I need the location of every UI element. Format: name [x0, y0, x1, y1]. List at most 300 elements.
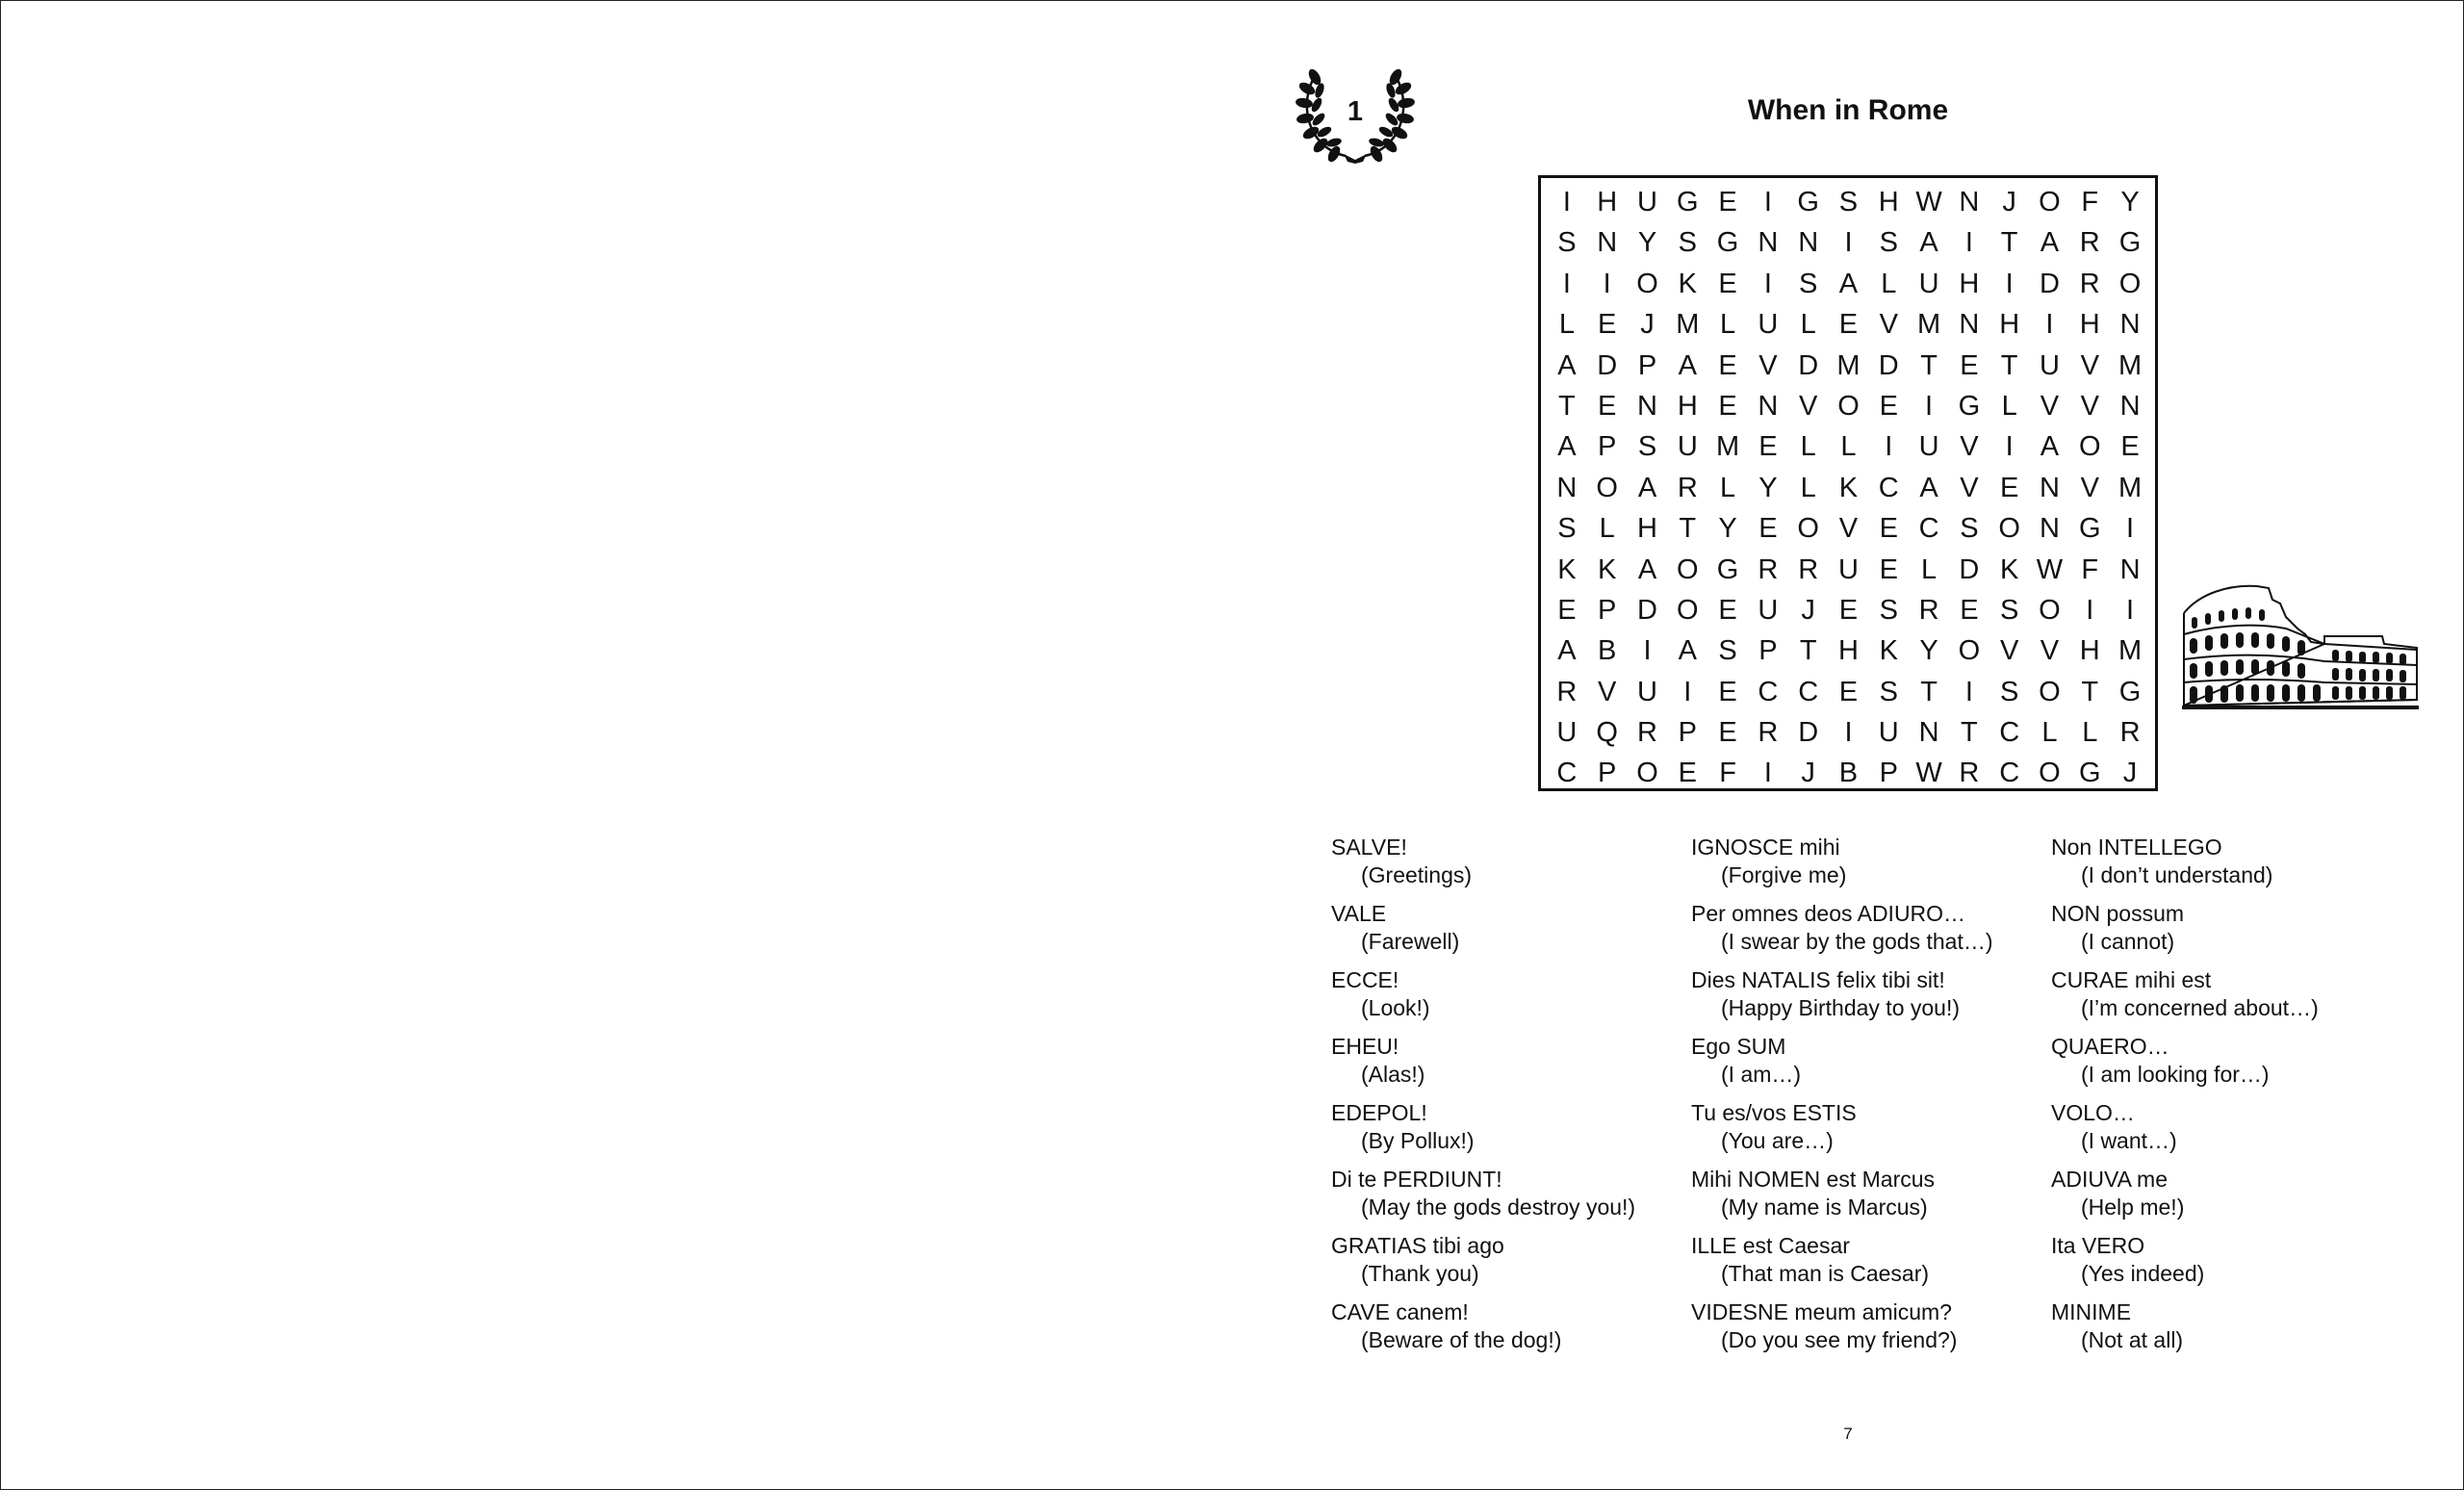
grid-cell: R — [2079, 227, 2100, 259]
phrase-latin: Di te PERDIUNT! — [1331, 1167, 1502, 1192]
grid-cell: L — [1800, 309, 1816, 341]
grid-row — [1541, 304, 2155, 345]
grid-cell: V — [1960, 472, 1979, 503]
phrase-latin: VALE — [1331, 901, 1387, 926]
phrase-english: (I swear by the gods that…) — [1721, 929, 1993, 954]
grid-cell: Y — [2120, 187, 2140, 218]
phrase-entry — [1331, 1099, 1687, 1166]
phrase-english: (I am…) — [1721, 1062, 1802, 1087]
phrase-english: (Greetings) — [1361, 862, 1473, 887]
grid-cell: I — [1562, 268, 1571, 299]
grid-row — [1541, 590, 2155, 630]
phrase-english: (I want…) — [2081, 1128, 2177, 1153]
phrase-entry — [1331, 1298, 1687, 1365]
grid-cell: S — [1999, 676, 2019, 707]
grid-cell: S — [1879, 676, 1898, 707]
phrase-latin: ILLE est Caesar — [1691, 1233, 1850, 1258]
grid-cell: A — [1838, 268, 1859, 299]
grid-cell: I — [1964, 676, 1973, 707]
phrase-english: (Help me!) — [2081, 1195, 2185, 1220]
grid-cell: T — [2000, 349, 2018, 381]
grid-cell: R — [2079, 268, 2100, 299]
word-search-grid — [1538, 175, 2158, 791]
grid-cell: H — [1637, 513, 1657, 545]
grid-cell: J — [2122, 758, 2138, 789]
grid-cell: P — [1637, 349, 1657, 381]
phrase-entry — [1331, 1232, 1687, 1298]
phrase-english: (Farewell) — [1361, 929, 1460, 954]
phrase-column-1 — [1331, 834, 1687, 1365]
grid-cell: O — [2039, 594, 2061, 626]
grid-cell: L — [1599, 513, 1615, 545]
grid-cell: P — [1598, 431, 1617, 463]
grid-cell: O — [2039, 676, 2061, 707]
grid-cell: O — [1677, 553, 1699, 585]
grid-row — [1541, 346, 2155, 386]
phrase-latin: EHEU! — [1331, 1034, 1399, 1059]
phrase-column-2 — [1691, 834, 2047, 1365]
grid-cell: N — [1597, 227, 1618, 259]
grid-cell: G — [2078, 513, 2101, 545]
grid-cell: L — [1720, 309, 1736, 341]
grid-cell: D — [1959, 553, 1980, 585]
phrase-latin: MINIME — [2051, 1299, 2132, 1324]
grid-cell: M — [2118, 472, 2143, 503]
grid-cell: K — [1557, 553, 1577, 585]
grid-cell: A — [1637, 472, 1657, 503]
grid-cell: N — [1637, 390, 1657, 422]
grid-cell: V — [2080, 472, 2099, 503]
phrase-entry — [2051, 1033, 2407, 1099]
grid-cell: H — [1878, 187, 1899, 218]
phrase-latin: Tu es/vos ESTIS — [1691, 1100, 1857, 1125]
phrase-entry — [1331, 1033, 1687, 1099]
phrase-latin: Non INTELLEGO — [2051, 835, 2222, 860]
phrase-latin: Per omnes deos ADIURO… — [1691, 901, 1966, 926]
grid-cell: W — [2036, 553, 2064, 585]
grid-cell: Y — [1637, 227, 1657, 259]
phrase-entry — [1691, 1166, 2047, 1232]
grid-cell: E — [1557, 594, 1577, 626]
phrase-latin: EDEPOL! — [1331, 1100, 1427, 1125]
phrase-entry — [1331, 900, 1687, 966]
grid-cell: A — [2040, 227, 2060, 259]
grid-cell: A — [1678, 635, 1697, 667]
grid-cell: F — [2081, 553, 2099, 585]
grid-cell: A — [1919, 472, 1938, 503]
grid-cell: S — [1999, 594, 2019, 626]
grid-row — [1541, 182, 2155, 222]
phrase-english: (Do you see my friend?) — [1721, 1327, 1958, 1352]
grid-cell: V — [1960, 431, 1979, 463]
grid-cell: R — [1677, 472, 1698, 503]
phrase-entry — [2051, 834, 2407, 900]
phrase-latin: CAVE canem! — [1331, 1299, 1469, 1324]
phrase-entry — [2051, 966, 2407, 1033]
page-number: 7 — [1843, 1425, 1853, 1443]
grid-cell: E — [1718, 187, 1737, 218]
phrase-english: (You are…) — [1721, 1128, 1834, 1153]
grid-cell: P — [1598, 594, 1617, 626]
phrase-english: (That man is Caesar) — [1721, 1261, 1930, 1286]
phrase-english: (May the gods destroy you!) — [1361, 1195, 1636, 1220]
phrase-latin: VIDESNE meum amicum? — [1691, 1299, 1952, 1324]
grid-cell: R — [1758, 717, 1779, 749]
grid-cell: L — [2082, 717, 2098, 749]
grid-cell: I — [1683, 676, 1692, 707]
phrase-latin: VOLO… — [2051, 1100, 2135, 1125]
grid-cell: A — [1557, 431, 1577, 463]
grid-cell: T — [1920, 676, 1938, 707]
phrase-english: (By Pollux!) — [1361, 1128, 1475, 1153]
grid-cell: N — [1758, 390, 1779, 422]
grid-cell: A — [1557, 349, 1577, 381]
grid-cell: G — [1797, 187, 1819, 218]
grid-cell: D — [2039, 268, 2060, 299]
grid-cell: I — [1844, 717, 1853, 749]
grid-cell: V — [1799, 390, 1818, 422]
phrase-entry — [1331, 1166, 1687, 1232]
grid-cell: E — [1960, 594, 1979, 626]
grid-cell: N — [1959, 309, 1980, 341]
phrase-latin: ECCE! — [1331, 967, 1399, 992]
grid-cell: T — [1920, 349, 1938, 381]
grid-cell: U — [1758, 594, 1779, 626]
phrase-english: (Beware of the dog!) — [1361, 1327, 1562, 1352]
grid-cell: W — [1915, 187, 1942, 218]
grid-cell: O — [2078, 431, 2101, 463]
grid-row — [1541, 264, 2155, 304]
grid-cell: P — [1879, 758, 1898, 789]
grid-row — [1541, 508, 2155, 549]
grid-cell: P — [1758, 635, 1778, 667]
phrase-english: (Happy Birthday to you!) — [1721, 995, 1961, 1020]
grid-cell: T — [1799, 635, 1817, 667]
grid-cell: E — [1999, 472, 2019, 503]
grid-cell: H — [2079, 635, 2100, 667]
grid-cell: L — [1840, 431, 1857, 463]
phrase-latin: QUAERO… — [2051, 1034, 2169, 1059]
grid-cell: O — [1998, 513, 2020, 545]
grid-cell: U — [1637, 187, 1657, 218]
grid-cell: E — [1758, 513, 1778, 545]
grid-cell: H — [1597, 187, 1618, 218]
grid-cell: L — [1720, 472, 1736, 503]
grid-cell: S — [1879, 227, 1898, 259]
grid-cell: E — [1838, 309, 1859, 341]
grid-cell: A — [1557, 635, 1577, 667]
grid-cell: O — [1958, 635, 1981, 667]
grid-cell: I — [1964, 227, 1973, 259]
grid-cell: R — [1758, 553, 1779, 585]
grid-cell: U — [1878, 717, 1899, 749]
grid-cell: H — [1838, 635, 1859, 667]
grid-cell: N — [1758, 227, 1779, 259]
grid-cell: D — [1637, 594, 1657, 626]
grid-cell: Y — [1919, 635, 1938, 667]
phrase-entry — [1691, 1298, 2047, 1365]
grid-cell: E — [1758, 431, 1778, 463]
grid-cell: H — [1677, 390, 1698, 422]
grid-cell: E — [1598, 309, 1617, 341]
grid-cell: A — [1637, 553, 1657, 585]
grid-cell: E — [1718, 717, 1737, 749]
grid-cell: B — [1838, 758, 1859, 789]
grid-cell: N — [1556, 472, 1578, 503]
grid-cell: M — [2118, 635, 2143, 667]
grid-cell: E — [1598, 390, 1617, 422]
grid-cell: S — [1960, 513, 1979, 545]
grid-cell: U — [1556, 717, 1578, 749]
phrase-latin: Mihi NOMEN est Marcus — [1691, 1167, 1936, 1192]
phrase-entry — [1331, 966, 1687, 1033]
grid-cell: L — [1800, 431, 1816, 463]
phrase-english: (Not at all) — [2081, 1327, 2184, 1352]
grid-cell: N — [1798, 227, 1819, 259]
grid-cell: O — [1837, 390, 1860, 422]
grid-cell: G — [1958, 390, 1981, 422]
grid-cell: R — [1637, 717, 1657, 749]
grid-cell: I — [1763, 187, 1772, 218]
grid-cell: U — [1918, 268, 1939, 299]
grid-cell: F — [2081, 187, 2099, 218]
grid-cell: K — [1879, 635, 1898, 667]
phrase-english: (My name is Marcus) — [1721, 1195, 1928, 1220]
phrase-entry — [2051, 1166, 2407, 1232]
phrase-entry — [1691, 900, 2047, 966]
grid-cell: M — [1836, 349, 1861, 381]
grid-cell: G — [2078, 758, 2101, 789]
phrase-latin: Dies NATALIS felix tibi sit! — [1691, 967, 1945, 992]
grid-cell: I — [1925, 390, 1934, 422]
grid-cell: O — [1677, 594, 1699, 626]
grid-cell: H — [1999, 309, 2020, 341]
grid-cell: Y — [1718, 513, 1737, 545]
grid-cell: K — [1598, 553, 1617, 585]
grid-cell: A — [2040, 431, 2060, 463]
grid-cell: I — [2005, 431, 2014, 463]
grid-cell: S — [1838, 187, 1859, 218]
grid-cell: L — [2041, 717, 2058, 749]
grid-cell: I — [2045, 309, 2054, 341]
grid-cell: T — [1558, 390, 1576, 422]
grid-cell: N — [2119, 553, 2141, 585]
grid-cell: I — [2126, 594, 2135, 626]
grid-cell: O — [1596, 472, 1618, 503]
phrase-latin: NON possum — [2051, 901, 2185, 926]
grid-cell: L — [1921, 553, 1938, 585]
grid-cell: C — [1878, 472, 1899, 503]
grid-cell: V — [2040, 635, 2060, 667]
grid-cell: E — [1879, 390, 1898, 422]
grid-cell: L — [2001, 390, 2017, 422]
grid-cell: V — [1838, 513, 1859, 545]
grid-cell: T — [2000, 227, 2018, 259]
grid-cell: U — [1918, 431, 1939, 463]
grid-cell: N — [2039, 472, 2060, 503]
grid-cell: M — [1916, 309, 1941, 341]
grid-cell: M — [1716, 431, 1740, 463]
grid-cell: U — [1838, 553, 1859, 585]
grid-cell: O — [2118, 268, 2142, 299]
grid-cell: U — [1758, 309, 1779, 341]
grid-cell: G — [1716, 553, 1739, 585]
grid-cell: N — [2039, 513, 2060, 545]
grid-row — [1541, 753, 2155, 793]
grid-cell: J — [1640, 309, 1655, 341]
grid-cell: E — [1718, 594, 1737, 626]
phrase-column-3 — [2051, 834, 2407, 1365]
grid-cell: C — [1999, 758, 2020, 789]
grid-cell: N — [2119, 309, 2141, 341]
grid-row — [1541, 712, 2155, 753]
grid-cell: C — [1556, 758, 1578, 789]
grid-cell: S — [1718, 635, 1737, 667]
grid-cell: N — [2119, 390, 2141, 422]
phrase-english: (Thank you) — [1361, 1261, 1479, 1286]
grid-cell: V — [2080, 390, 2099, 422]
grid-cell: O — [2039, 187, 2061, 218]
grid-cell: S — [1637, 431, 1657, 463]
grid-cell: E — [1960, 349, 1979, 381]
phrase-entry — [2051, 1298, 2407, 1365]
phrase-entry — [2051, 900, 2407, 966]
grid-cell: O — [1636, 268, 1658, 299]
phrase-list — [1331, 834, 2390, 1363]
grid-cell: G — [2118, 676, 2142, 707]
grid-cell: Q — [1596, 717, 1618, 749]
phrase-entry — [1691, 1232, 2047, 1298]
grid-cell: D — [1597, 349, 1618, 381]
grid-cell: R — [1918, 594, 1939, 626]
grid-cell: E — [1718, 676, 1737, 707]
grid-cell: I — [1763, 758, 1772, 789]
grid-cell: Y — [1758, 472, 1778, 503]
grid-row — [1541, 672, 2155, 712]
phrase-entry — [1691, 834, 2047, 900]
phrase-entry — [2051, 1232, 2407, 1298]
phrase-latin: ADIUVA me — [2051, 1167, 2168, 1192]
grid-cell: U — [1677, 431, 1698, 463]
phrase-english: (Alas!) — [1361, 1062, 1425, 1087]
grid-cell: L — [1558, 309, 1575, 341]
phrase-entry — [1691, 1033, 2047, 1099]
grid-cell: M — [1676, 309, 1700, 341]
phrase-latin: Ita VERO — [2051, 1233, 2145, 1258]
grid-cell: T — [1679, 513, 1697, 545]
grid-cell: T — [2081, 676, 2099, 707]
grid-cell: V — [1999, 635, 2019, 667]
phrase-entry — [2051, 1099, 2407, 1166]
grid-cell: O — [1636, 758, 1658, 789]
grid-cell: G — [2118, 227, 2142, 259]
phrase-english: (Yes indeed) — [2081, 1261, 2205, 1286]
grid-cell: S — [1799, 268, 1818, 299]
grid-cell: H — [2079, 309, 2100, 341]
grid-cell: U — [1637, 676, 1657, 707]
grid-cell: J — [2002, 187, 2016, 218]
grid-cell: I — [1562, 187, 1571, 218]
grid-cell: J — [1801, 758, 1815, 789]
phrase-english: (I don’t understand) — [2081, 862, 2273, 887]
grid-cell: R — [1556, 676, 1578, 707]
grid-cell: R — [1959, 758, 1980, 789]
grid-row — [1541, 630, 2155, 671]
phrase-entry — [1331, 834, 1687, 900]
grid-cell: P — [1598, 758, 1617, 789]
grid-row — [1541, 222, 2155, 263]
grid-cell: S — [1879, 594, 1898, 626]
grid-cell: E — [1718, 390, 1737, 422]
grid-cell: I — [2005, 268, 2014, 299]
grid-cell: K — [1838, 472, 1859, 503]
phrase-entry — [1691, 1099, 2047, 1166]
grid-cell: I — [2126, 513, 2135, 545]
grid-cell: A — [1919, 227, 1938, 259]
page-title: When in Rome — [1747, 94, 1949, 126]
grid-cell: I — [1885, 431, 1893, 463]
grid-cell: B — [1598, 635, 1617, 667]
grid-cell: L — [1881, 268, 1897, 299]
grid-cell: E — [1838, 676, 1859, 707]
grid-cell: I — [1844, 227, 1853, 259]
grid-cell: I — [1603, 268, 1611, 299]
colosseum-icon — [2180, 575, 2426, 732]
grid-cell: O — [2039, 758, 2061, 789]
phrase-latin: CURAE mihi est — [2051, 967, 2212, 992]
grid-cell: S — [1678, 227, 1697, 259]
grid-cell: M — [2118, 349, 2143, 381]
phrase-latin: Ego SUM — [1691, 1034, 1786, 1059]
grid-cell: G — [1677, 187, 1699, 218]
grid-cell: E — [1879, 553, 1898, 585]
grid-cell: E — [1879, 513, 1898, 545]
grid-cell: N — [1918, 717, 1939, 749]
grid-cell: V — [1879, 309, 1898, 341]
grid-cell: I — [1643, 635, 1652, 667]
grid-cell: R — [2119, 717, 2141, 749]
grid-cell: E — [1718, 268, 1737, 299]
phrase-latin: IGNOSCE mihi — [1691, 835, 1840, 860]
phrase-english: (I’m concerned about…) — [2081, 995, 2319, 1020]
grid-row — [1541, 426, 2155, 467]
grid-cell: D — [1878, 349, 1899, 381]
phrase-entry — [1691, 966, 2047, 1033]
grid-cell: V — [1598, 676, 1617, 707]
puzzle-number-badge — [1296, 60, 1415, 166]
grid-cell: T — [1961, 717, 1978, 749]
grid-cell: P — [1678, 717, 1697, 749]
grid-cell: C — [1758, 676, 1779, 707]
phrase-english: (I am looking for…) — [2081, 1062, 2270, 1087]
grid-cell: E — [1838, 594, 1859, 626]
grid-cell: E — [1718, 349, 1737, 381]
grid-cell: D — [1798, 349, 1819, 381]
grid-cell: F — [1719, 758, 1736, 789]
grid-cell: V — [1758, 349, 1778, 381]
grid-row — [1541, 468, 2155, 508]
phrase-english: (Look!) — [1361, 995, 1430, 1020]
grid-cell: H — [1959, 268, 1980, 299]
grid-cell: C — [1918, 513, 1939, 545]
grid-cell: U — [2039, 349, 2060, 381]
grid-cell: G — [1716, 227, 1739, 259]
phrase-english: (Forgive me) — [1721, 862, 1847, 887]
grid-cell: V — [2040, 390, 2060, 422]
grid-cell: A — [1678, 349, 1697, 381]
grid-cell: N — [1959, 187, 1980, 218]
grid-cell: S — [1557, 513, 1577, 545]
